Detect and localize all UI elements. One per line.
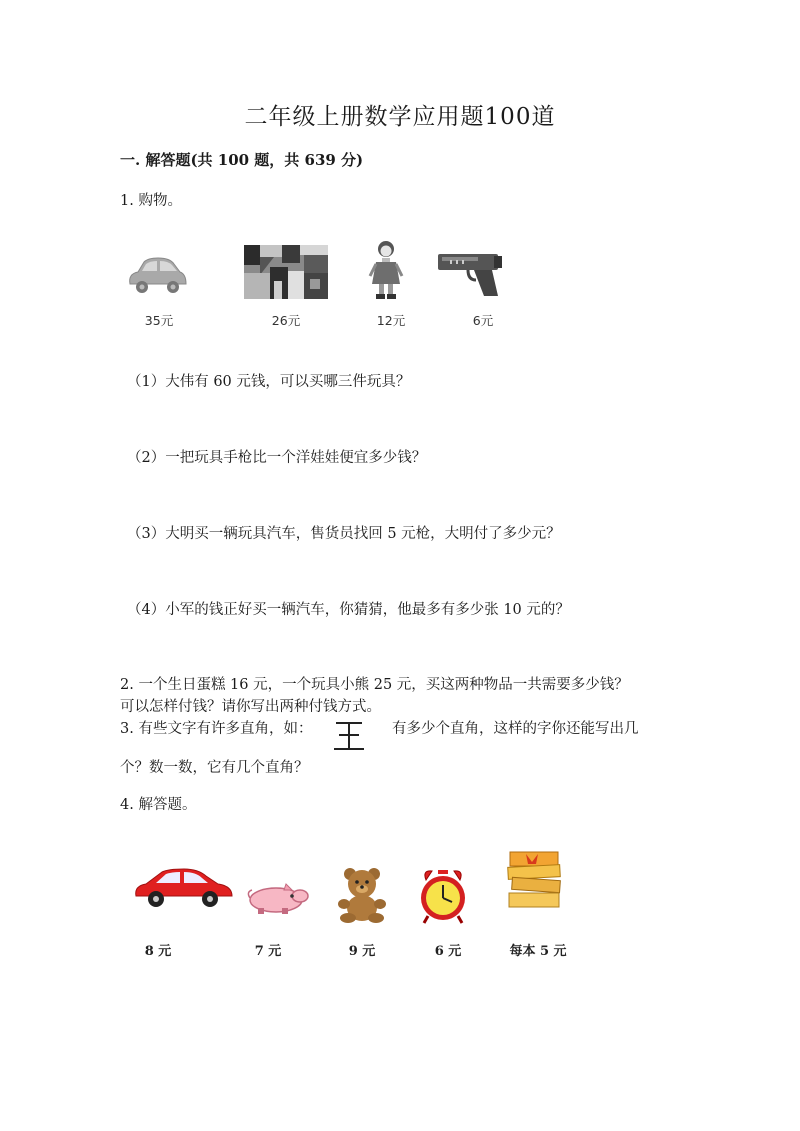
question-1-sub-3: （3）大明买一辆玩具汽车，售货员找回 5 元枪，大明付了多少元？ xyxy=(127,526,561,542)
building-blocks-icon xyxy=(244,245,328,299)
books-icon xyxy=(506,850,564,912)
price-label: 6 元 xyxy=(434,944,462,959)
question-3-part-2: 有多少个直角，这样的字你还能写出几 xyxy=(392,721,639,737)
toy-car-icon xyxy=(126,256,188,296)
price-label: 9 元 xyxy=(348,944,376,959)
price-label: 7 元 xyxy=(254,944,282,959)
toy-gun-icon xyxy=(438,250,510,298)
price-label: 26元 xyxy=(271,313,301,328)
question-3-line-2: 个？数一数，它有几个直角？ xyxy=(120,760,309,776)
price-label: 35元 xyxy=(144,313,174,328)
doll-icon xyxy=(368,240,404,300)
price-label: 12元 xyxy=(376,313,406,328)
question-3-part-1: 3. 有些文字有许多直角，如： xyxy=(120,721,313,737)
question-1-sub-1: （1）大伟有 60 元钱，可以买哪三件玩具？ xyxy=(127,374,411,390)
question-4-label: 4. 解答题。 xyxy=(120,797,197,813)
price-label: 每本 5 元 xyxy=(509,944,567,959)
question-1-sub-4: （4）小军的钱正好买一辆汽车，你猜猜，他最多有多少张 10 元的？ xyxy=(127,602,570,618)
question-1-label: 1. 购物。 xyxy=(120,193,182,209)
question-1-sub-2: （2）一把玩具手枪比一个洋娃娃便宜多少钱？ xyxy=(127,450,427,466)
price-label: 8 元 xyxy=(144,944,172,959)
alarm-clock-icon xyxy=(416,868,470,924)
teddy-bear-icon xyxy=(334,866,392,924)
question-2-line-2: 可以怎样付钱？请你写出两种付钱方式。 xyxy=(120,699,381,715)
wang-character-icon xyxy=(333,720,365,752)
toy-pig-icon xyxy=(246,878,310,916)
question-2-line-1: 2. 一个生日蛋糕 16 元，一个玩具小熊 25 元，买这两种物品一共需要多少钱？ xyxy=(120,677,629,693)
price-label: 6元 xyxy=(472,313,494,328)
red-car-icon xyxy=(132,866,234,908)
page-title: 二年级上册数学应用题100道 xyxy=(244,104,556,130)
section-heading: 一. 解答题(共 100 题，共 639 分) xyxy=(120,151,364,169)
